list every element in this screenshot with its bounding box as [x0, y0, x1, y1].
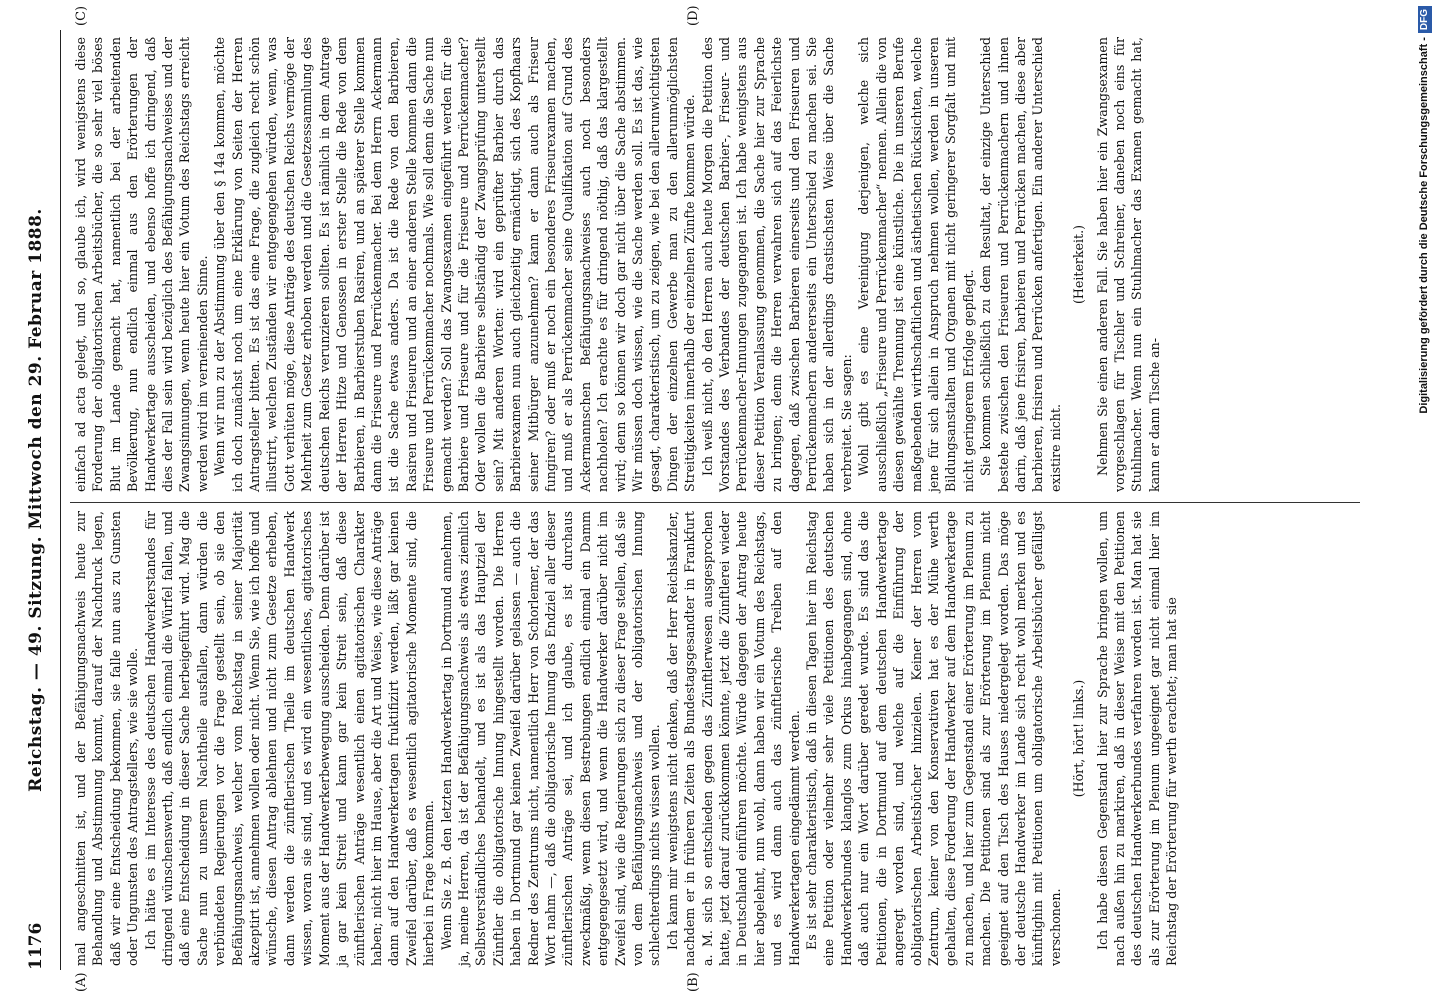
quotation: Wohl gibt es eine Vereinigung derjenigen, welche sich ausschließlich „Friseure und Perrückenmacher“ nennen. Allein die von diesen gewählte Trennung ist eine künstliche. Die in unseren Berufe maßgebenden wirthschaftlichen und ästhetischen Rücksichten, welche jene für sich allein in Anspruch nehmen wollen, werden in unseren Bildungsanstalten und Organen mit nicht geringerer Sorgfalt und mit nicht geringerem Erfolge gepflegt. — [856, 37, 976, 492]
paragraph: mal angeschnitten ist, und der Befähigungsnachweis heute zur Behandlung und Abstimmung kommt, darauf der Nachdruck legen, daß wir eine Entscheidung bekommen, sie falle nun aus zu Gunsten oder Ungunsten des Antragstellers, wie sie wolle. — [73, 511, 141, 966]
page-header — [20, 30, 61, 970]
interjection: (Hört, hört! links.) — [1071, 679, 1087, 798]
paragraph: Wenn Sie z. B. den letzten Handwerkertag in Dortmund annehmen, ja, meine Herren, da ist der Befähigungsnachweis als etwas ziemlich Selbstverständliches behandelt, und es ist als das Hauptziel der Zünftler die obligatorische Innung hingestellt worden. Die Herren haben in Dortmund gar keinen Zweifel darüber gelassen — auch die Redner des Zentrums nicht, namentlich Herr von Schorlemer, der das Wort nahm —, daß die obligatorische Innung das Endziel aller dieser zünftlerischen Anträge sei, und ich glaube, es ist durchaus zweckmäßig, wenn diesen Bestrebungen endlich einmal ein Damm entgegengesetzt wird, und wenn die Handwerker darüber nicht im Zweifel sind, wie die Regierungen sich zu dieser Frage stellen, daß sie von dem Befähigungsnachweis und der obligatorischen Innung schlechterdings nichts wissen wollen. — [438, 511, 663, 966]
paragraph: einfach ad acta gelegt, und so, glaube ich, wird wenigstens diese Forderung der obligatorischen Arbeitsbücher, die so sehr viel böses Blut im Lande gemacht hat, namentlich bei der arbeitenden Bevölkerung, nun endlich einmal aus den Erörterungen der Handwerkertage ausscheiden, und ebenso hoffe ich dringend, daß dies der Fall sein wird bezüglich des Befähigungsnachweises und der Zwangsinnungen, wenn heute hier ein Votum des Reichstags erreicht werden wird im verneinenden Sinne. — [73, 37, 210, 492]
paragraph: Ich habe diesen Gegenstand hier zur Sprache bringen wollen, um nach außen hin zu markiren, daß in dieser Weise mit den Petitionen des deutschen Handwerkerbundes verfahren worden ist. Man hat sie als zur Erörterung im Plenum ungeeignet gar nicht einmal hier im Reichstag der Erörterung für werth erachtet; man hat sie — [1094, 511, 1180, 966]
paragraph: Wenn wir nun zu der Abstimmung über den § 14a kommen, möchte ich doch zunächst noch um eine Erklärung von Seiten der Herren Antragsteller bitten. Es ist das eine Frage, die zugleich recht schön illustrirt, welchen Zuständen wir entgegengehen würden, wenn, was Gott verhüten möge, diese Anträge des deutschen Reichs vermöge der Mehrheit zum Gesetz erhoben werden und die Gesetzessammlung des deutschen Reichs verunzieren sollten. Es ist nämlich in dem Antrage der Herren Hitze und Genossen in erster Stelle die Rede von dem Barbieren, in Barbierstuben Rasiren, und an späterer Stelle kommen dann die Friseure und Perrückenmacher. Bei dem Herrn Ackermann ist die Sache etwas anders. Da ist die Rede von den Barbieren, Rasiren und Friseuren und an einer anderen Stelle kommen dann die Friseure und Perrückenmacher nochmals. Wie soll denn die Sache nun gemacht werden? Soll das Zwangsexamen eingeführt werden für die Barbiere und Friseure und für die Friseure und Perrückenmacher? Oder wollen die Barbiere selbständig der Zwangsprüfung unterstellt sein? Mit anderen Worten: wird ein geprüfter Barbier durch das Barbierexamen nun auch gleichzeitig ermächtigt, sich des Kopfhaars seiner Mitbürger anzunehmen? kann er dann auch als Friseur fungiren? oder muß er noch ein besonderes Friseurexamen machen, und muß er als Perrückenmacher seine Qualifikation auf Grund des Ackermannschen Befähigungsnachweises auch noch besonders nachholen? Ich erachte es für dringend nöthig, daß das klargestellt wird; denn so können wir doch gar nicht über die Sache abstimmen. Wir müssen doch wissen, wie die Sache werden soll. Es ist das, wie gesagt, charakteristisch, um zu zeigen, wie bei den allerunwichtigsten Dingen der einzelnen Gewerbe man zu den allerunmöglichsten Streitigkeiten innerhalb der einzelnen Zünfte kommen würde. — [212, 37, 698, 492]
paragraph: Sie kommen schließlich zu dem Resultat, der einzige Unterschied bestehe zwischen den Friseuren und Perrückenmachern und ihnen darin, daß jene frisiren, barbieren und Perrücken machen, diese aber barbieren, frisiren und Perrücken anfertigen. Ein anderer Unterschied existire nicht. — [978, 37, 1063, 492]
margin-marker-b: (B) — [686, 972, 701, 992]
running-title: Reichstag. — 49. Sitzung. Mittwoch den 29. Februar 1888. — [26, 208, 46, 792]
dfg-logo: DFG — [1418, 6, 1432, 33]
margin-marker-d: (D) — [686, 5, 701, 26]
interjection: (Heiterkeit.) — [1071, 225, 1087, 304]
paragraph: Ich kann mir wenigstens nicht denken, daß der Herr Reichskanzler, nachdem er in früheren Zeiten als Bundestagsgesandter in Frankfurt a. M. sich so entschieden gegen das Zünftlerwesen ausgesprochen hatte, jetzt darauf zurückkommen könnte, jetzt die Zünftlerei wieder in Deutschland einführen möchte. Würde dagegen der Antrag heute hier abgelehnt, nun wohl, dann haben wir ein Votum des Reichstags, und es wird dann auch das zünftlerische Treiben auf den Handwerkertagen eingedämmt werden. — [664, 511, 802, 966]
digitization-note: Digitalisierung gefördert durch die Deutsche Forschungsgemeinschaft - — [1418, 37, 1430, 414]
column-divider — [70, 502, 1360, 503]
footer-text-row — [1412, 0, 1432, 1000]
paragraph: Ich weiß nicht, ob den Herren auch heute Morgen die Petition des Vorstandes des Verbandes der deutschen Barbier-, Friseur- und Perrückenmacher-Innungen zugegangen ist. Ich habe wenigstens aus dieser Petition Veranlassung genommen, die Sache hier zur Sprache zu bringen; denn die Herren verwahren sich auf das Feierlichste dagegen, daß zwischen Barbieren einerseits und den Friseuren und Perrückenmachern andererseits ein Unterschied zu machen sei. Sie haben sich in der allerdings drastischsten Weise über die Sache verbreitet. Sie sagen: — [699, 37, 854, 492]
paragraph: Nehmen Sie einen anderen Fall. Sie haben hier ein Zwangsexamen vorgeschlagen für Tischler und Schreiner, daneben noch eins für Stuhlmacher. Wenn nun ein Stuhlmacher das Examen gemacht hat, kann er dann Tische an- — [1094, 37, 1162, 492]
margin-marker-c: (C) — [74, 5, 89, 26]
page-number: 1176 — [26, 922, 46, 970]
paragraph: Es ist sehr charakteristisch, daß in diesen Tagen hier im Reichstag eine Petition oder vielmehr sehr viele Petitionen des deutschen Handwerkerbundes klanglos zum Orkus hinabgegangen sind, ohne daß auch nur ein Wort darüber geredet wurde. Es sind das die Petitionen, die in Dortmund auf dem deutschen Handwerkertage angeregt worden sind, und welche auf die Einführung der obligatorischen Arbeitsbücher hinzielen. Keiner der Herren vom Zentrum, keiner von den Konservativen hat es der Mühe werth gehalten, diese Forderung der Handwerker auf dem Handwerkertage zu machen, und hier zum Gegenstand einer Erörterung im Plenum zu machen. Die Petitionen sind als zur Erörterung im Plenum nicht geeignet auf den Tisch des Hauses niedergelegt worden. Das möge der deutsche Handwerker im Lande sich recht wohl merken und es künftighin mit Petitionen um obligatorische Arbeitsbücher gefälligst verschonen. — [804, 511, 1063, 966]
right-column — [72, 37, 1163, 492]
paragraph: Ich hätte es im Interesse des deutschen Handwerkerstandes für dringend wünschenswerth, daß endlich einmal die Würfel fallen, und daß eine Entscheidung in dieser Sache herbeigeführt wird. Mag die Sache nun zu unserem Nachtheile ausfallen, dann würden die verbündeten Regierungen vor die Frage gestellt sein, ob sie den Befähigungsnachweis, welcher vom Reichstag in seiner Majorität akzeptirt ist, annehmen wollen oder nicht. Wenn Sie, wie ich hoffe und wünsche, diesen Antrag ablehnen und nicht zum Gesetze erheben, dann werden die zünftlerischen Theile im deutschen Handwerk wissen, woran sie sind, und es wird ein wesentliches, agitatorisches Moment aus der Handwerkerbewegung ausscheiden. Denn darüber ist ja gar kein Streit und kann gar kein Streit sein, daß diese zünftlerischen Anträge wesentlich einen agitatorischen Charakter haben; nicht hier im Hause, aber die Art und Weise, wie diese Anträge dann auf den Handwerkertagen fruktifizirt werden, läßt gar keinen Zweifel darüber, daß es wesentlich agitatorische Momente sind, die hierbei in Frage kommen. — [142, 511, 437, 966]
left-column — [72, 511, 1181, 966]
digitization-footer — [1408, 0, 1432, 1000]
margin-marker-a: (A) — [74, 972, 89, 992]
